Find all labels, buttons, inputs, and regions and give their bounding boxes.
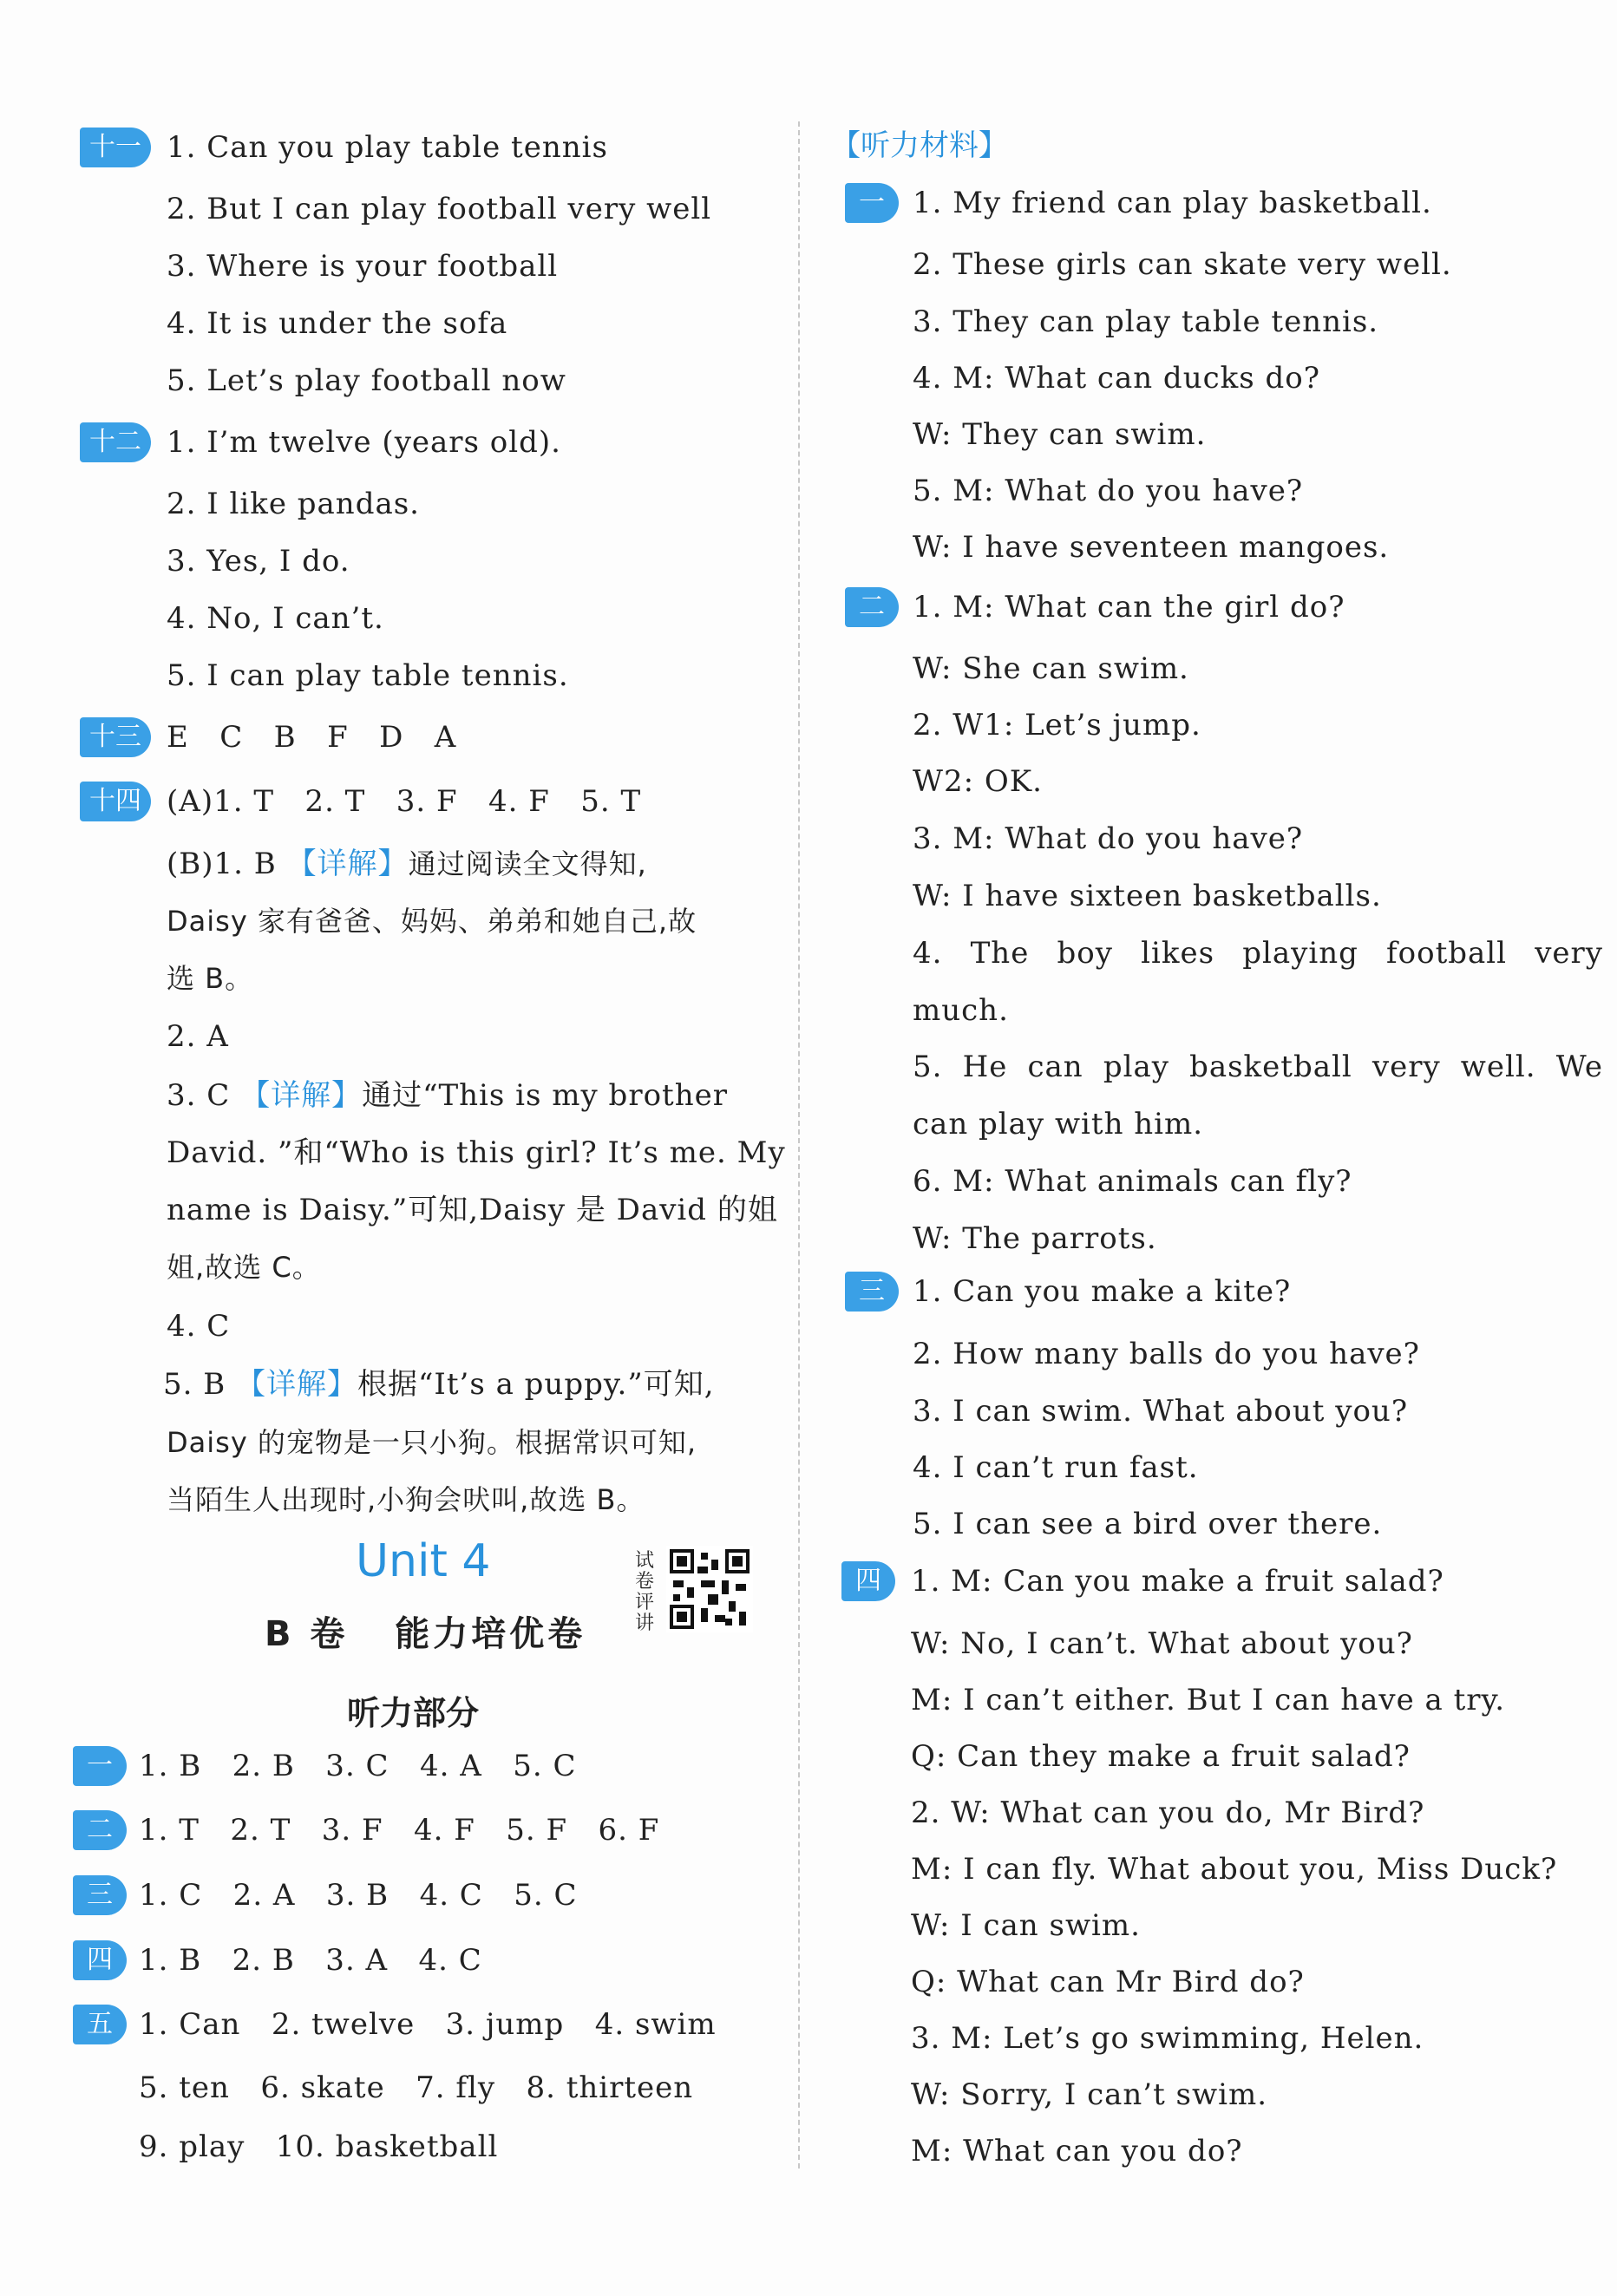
script-line: 5. He can play basketball very well. We: [913, 1050, 1603, 1084]
explanation-tag: 【详解】: [240, 1078, 363, 1113]
script-line: M: What can you do?: [911, 2134, 1243, 2168]
answer-line: 3. Yes, I do.: [167, 544, 350, 579]
script-line: W: I have seventeen mangoes.: [913, 530, 1390, 565]
script-line: W: She can swim.: [913, 651, 1189, 686]
script-line: W: Sorry, I can’t swim.: [911, 2077, 1268, 2112]
script-line: 1. M: Can you make a fruit salad?: [911, 1564, 1444, 1599]
script-line: 6. M: What animals can fly?: [913, 1164, 1352, 1199]
script-line: 5. I can see a bird over there.: [913, 1507, 1383, 1541]
explanation-text: 通过“This is my brother: [362, 1078, 728, 1113]
section-badge-2: 二: [73, 1810, 127, 1850]
answer-number: 3. C: [167, 1078, 231, 1113]
section-badge-4: 四: [73, 1940, 127, 1980]
section-badge-3: 三: [845, 1272, 899, 1312]
answer-line: 4. C: [167, 1309, 231, 1344]
explanation-text: 选 B。: [167, 962, 254, 995]
answer-line: E C B F D A: [167, 720, 457, 755]
script-line: W2: OK.: [913, 764, 1043, 799]
answer-line: 1. B 2. B 3. C 4. A 5. C: [139, 1749, 577, 1783]
script-line: 3. M: Let’s go swimming, Helen.: [911, 2021, 1424, 2056]
script-line: 5. M: What do you have?: [913, 474, 1304, 508]
answer-line: 4. No, I can’t.: [167, 601, 384, 636]
section-badge-3: 三: [73, 1875, 127, 1915]
explanation-tag: 【详解】: [286, 847, 409, 881]
unit-title: Unit 4: [356, 1535, 491, 1587]
script-line: 1. M: What can the girl do?: [913, 590, 1345, 625]
answer-number: 5. B: [163, 1367, 226, 1402]
answer-line: 1. Can 2. twelve 3. jump 4. swim: [139, 2007, 717, 2042]
explanation-text: Daisy 的宠物是一只小狗。根据常识可知,: [167, 1426, 697, 1459]
section-badge-5: 五: [73, 2005, 127, 2044]
answer-line: [163, 1364, 715, 1404]
script-line: W: The parrots.: [913, 1221, 1157, 1256]
script-line: 2. W1: Let’s jump.: [913, 708, 1201, 742]
script-line: Q: What can Mr Bird do?: [911, 1965, 1305, 1999]
answer-line: 4. It is under the sofa: [167, 306, 508, 341]
script-line: 3. I can swim. What about you?: [913, 1394, 1409, 1429]
script-line: W: I have sixteen basketballs.: [913, 879, 1382, 913]
script-line: 2. W: What can you do, Mr Bird?: [911, 1796, 1425, 1830]
listening-material-title: 【听力材料】: [831, 128, 1008, 163]
answer-line: 9. play 10. basketball: [139, 2129, 499, 2164]
explanation-text: 根据“It’s a puppy.”可知,: [357, 1367, 715, 1402]
answer-line: 1. B 2. B 3. A 4. C: [139, 1943, 482, 1978]
section-badge-4: 四: [841, 1561, 895, 1601]
answer-line: 5. ten 6. skate 7. fly 8. thirteen: [139, 2070, 694, 2105]
script-line: M: I can fly. What about you, Miss Duck?: [911, 1852, 1558, 1887]
script-line: 1. Can you make a kite?: [913, 1274, 1292, 1309]
part-title: 听力部分: [347, 1694, 480, 1732]
section-badge-12: 十二: [80, 422, 151, 462]
answer-line: 2. I like pandas.: [167, 487, 420, 521]
column-divider: [798, 121, 800, 2168]
explanation-tag: 【详解】: [236, 1367, 358, 1402]
explanation-text: name is Daisy.”可知,Daisy 是 David 的姐: [167, 1193, 778, 1227]
answer-line: 1. T 2. T 3. F 4. F 5. F 6. F: [139, 1813, 660, 1848]
explanation-text: Daisy 家有爸爸、妈妈、弟弟和她自己,故: [167, 905, 697, 938]
script-line: 2. These girls can skate very well.: [913, 247, 1452, 282]
script-line: much.: [913, 993, 1009, 1028]
answer-line: 5. Let’s play football now: [167, 363, 566, 398]
section-badge-13: 十三: [80, 717, 151, 757]
explanation-text: 姐,故选 C。: [167, 1251, 321, 1284]
answer-line: (A)1. T 2. T 3. F 4. F 5. T: [167, 784, 642, 819]
answer-line: 3. Where is your football: [167, 249, 559, 284]
script-line: Q: Can they make a fruit salad?: [911, 1739, 1411, 1774]
section-badge-11: 十一: [80, 128, 151, 167]
answer-number: (B)1. B: [167, 847, 277, 881]
section-badge-1: 一: [845, 183, 899, 223]
script-line: can play with him.: [913, 1107, 1204, 1141]
paper-title: B 卷 能力培优卷: [265, 1614, 586, 1654]
answer-line: 2. But I can play football very well: [167, 192, 712, 226]
section-badge-1: 一: [73, 1746, 127, 1786]
qr-code-icon[interactable]: [666, 1546, 753, 1632]
qr-label: 试卷评讲: [635, 1550, 655, 1634]
answer-line: 1. Can you play table tennis: [167, 130, 608, 165]
answer-line: [167, 1076, 728, 1115]
script-line: 3. M: What do you have?: [913, 821, 1304, 856]
section-badge-14: 十四: [80, 782, 151, 821]
script-line: W: No, I can’t. What about you?: [911, 1626, 1413, 1661]
script-line: M: I can’t either. But I can have a try.: [911, 1683, 1506, 1717]
answer-line: 1. I’m twelve (years old).: [167, 425, 561, 460]
answer-line: 1. C 2. A 3. B 4. C 5. C: [139, 1878, 578, 1913]
answer-line: [167, 844, 647, 884]
script-line: W: They can swim.: [913, 417, 1207, 452]
script-line: 4. I can’t run fast.: [913, 1450, 1199, 1485]
section-badge-2: 二: [845, 587, 899, 627]
script-line: 2. How many balls do you have?: [913, 1337, 1420, 1371]
answer-line: 2. A: [167, 1019, 229, 1054]
explanation-text: 通过阅读全文得知,: [408, 847, 647, 880]
script-line: 4. M: What can ducks do?: [913, 361, 1320, 396]
explanation-text: 当陌生人出现时,小狗会吠叫,故选 B。: [167, 1483, 645, 1516]
script-line: 1. My friend can play basketball.: [913, 186, 1432, 220]
script-line: 4. The boy likes playing football very: [913, 936, 1603, 971]
answer-line: 5. I can play table tennis.: [167, 658, 569, 693]
script-line: 3. They can play table tennis.: [913, 304, 1379, 339]
script-line: W: I can swim.: [911, 1908, 1141, 1943]
explanation-text: David. ”和“Who is this girl? It’s me. My: [167, 1135, 786, 1170]
